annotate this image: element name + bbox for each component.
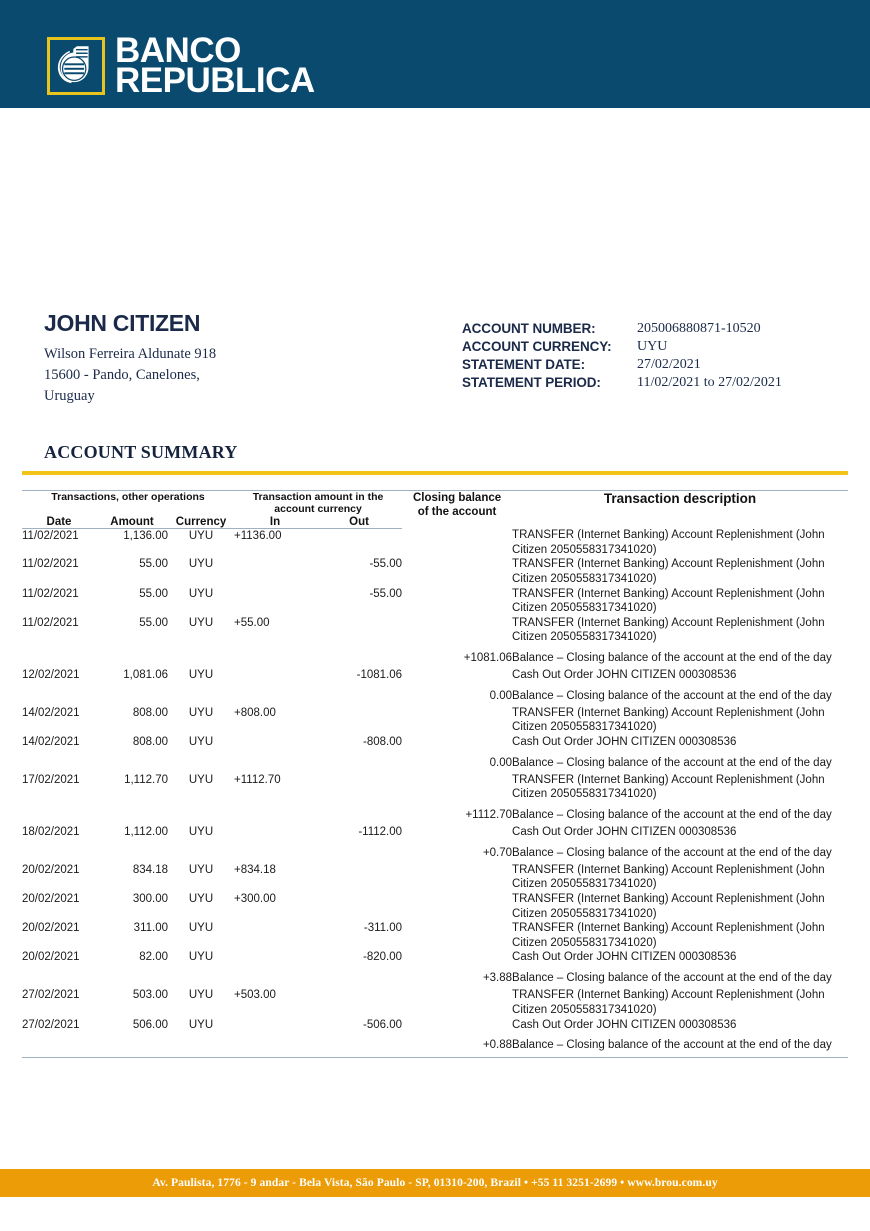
cell-description: Balance – Closing balance of the account at the end of the day [512,809,832,822]
cell-currency: UYU [188,529,214,542]
cell-balance [402,863,512,892]
table-row [22,950,848,965]
cell-date [22,645,96,668]
cell-in [234,587,316,616]
cell-in: +55.00 [234,616,270,629]
header-currency: Currency [168,516,234,529]
cell-out [316,802,402,825]
cell-out: -808.00 [363,736,403,748]
logo-line-republica: REPUBLICA [115,61,315,101]
cell-in [234,683,316,706]
cell-description: TRANSFER (Internet Banking) Account Replenishment (John Citizen 2050558317341020) [512,922,825,949]
cell-description: Balance – Closing balance of the account at the end of the day [512,652,832,664]
cell-description: Cash Out Order JOHN CITIZEN 000308536 [512,668,737,681]
cell-description: TRANSFER (Internet Banking) Account Replenishment (John Citizen 2050558317341020) [512,616,825,644]
cell-out [316,1032,402,1055]
cell-amount: 808.00 [132,706,168,719]
cell-out: -55.00 [369,558,403,571]
cell-balance: +1112.70 [465,809,513,822]
cell-amount: 82.00 [139,951,168,964]
cell-amount [96,1032,168,1055]
cell-amount: 808.00 [132,736,168,748]
cell-amount [96,645,168,668]
cell-out [316,645,402,668]
header-out: Out [316,516,402,529]
cell-balance: +0.88 [482,1039,513,1052]
cell-balance [402,706,512,735]
cell-date: 11/02/2021 [22,587,79,600]
cell-in: +300.00 [234,893,276,906]
cell-description: TRANSFER (Internet Banking) Account Replenishment (John Citizen 2050558317341020) [512,558,825,586]
header-group-transactions: Transactions, other operations [51,491,205,503]
cell-currency: UYU [188,1018,214,1031]
cell-balance [402,773,512,802]
cell-currency: UYU [188,863,214,876]
page-footer-bar [0,1169,870,1197]
table-row [22,921,848,950]
cell-amount: 300.00 [132,893,168,906]
statement-period-label: STATEMENT PERIOD: [462,375,601,390]
header-date: Date [22,516,96,529]
cell-date: 11/02/2021 [22,558,79,571]
address-line-1: Wilson Ferreira Aldunate 918 [44,346,217,362]
cell-out: -1081.06 [356,668,403,681]
cell-amount [96,750,168,773]
cell-date [22,802,96,825]
cell-description: TRANSFER (Internet Banking) Account Replenishment (John Citizen 2050558317341020) [512,587,825,615]
cell-description: Balance – Closing balance of the account at the end of the day [512,846,832,859]
cell-in [234,1032,316,1055]
cell-amount: 503.00 [132,989,168,1002]
cell-amount: 311.00 [133,922,168,935]
table-row [22,988,848,1017]
cell-description: Cash Out Order JOHN CITIZEN 000308536 [512,826,737,838]
cell-description: Cash Out Order JOHN CITIZEN 000308536 [512,1018,737,1031]
cell-date [22,750,96,773]
cell-currency [168,1032,234,1055]
cell-out: -820.00 [363,951,403,964]
cell-out [316,750,402,773]
cell-currency: UYU [188,922,214,935]
table-row [22,825,848,840]
table-row [22,557,848,586]
cell-in: +1112.70 [234,773,281,786]
cell-out [316,863,402,892]
cell-balance [402,892,512,921]
customer-block [44,310,444,407]
cell-amount [96,965,168,988]
cell-balance [402,587,512,616]
cell-date [22,965,96,988]
cell-amount: 55.00 [139,558,168,571]
footer-contact-text: Av. Paulista, 1776 - 9 andar - Bela Vista, São Paulo - SP, 01310-200, Brazil • +55 11 3251-2699 • www.brou.com.uy [152,1177,718,1189]
cell-amount: 1,112.00 [124,826,168,838]
cell-in [234,950,316,965]
cell-in [234,557,316,586]
cell-currency: UYU [188,826,214,838]
cell-currency: UYU [188,616,214,629]
cell-currency [168,750,234,773]
banco-republica-emblem-icon [47,37,105,95]
customer-address [44,344,444,407]
table-row [22,668,848,683]
statement-date-label: STATEMENT DATE: [462,357,585,372]
cell-currency: UYU [188,706,214,719]
cell-date: 18/02/2021 [22,826,80,838]
cell-balance: +3.88 [482,972,513,985]
balance-row [22,683,848,706]
cell-out [316,892,402,921]
cell-currency [168,965,234,988]
header-closing-balance-line1: Closing balance [412,492,502,504]
table-header-group-row [22,491,848,516]
yellow-divider [22,471,848,475]
cell-balance: 0.00 [489,756,513,769]
statement-date-value: 27/02/2021 [637,357,701,372]
header-closing-balance-line2: of the account [417,506,497,519]
cell-in [234,750,316,773]
cell-currency: UYU [188,736,214,748]
cell-currency: UYU [188,951,214,964]
cell-in: +808.00 [234,706,276,719]
cell-description: Balance – Closing balance of the account at the end of the day [512,1039,832,1052]
cell-description: TRANSFER (Internet Banking) Account Replenishment (John Citizen 2050558317341020) [512,893,825,920]
cell-currency [168,840,234,863]
statement-table-head [22,491,848,528]
cell-out [316,683,402,706]
table-row [22,706,848,735]
cell-description: TRANSFER (Internet Banking) Account Replenishment (John Citizen 2050558317341020) [512,773,825,801]
header-closing-balance [402,491,512,528]
table-bottom-rule [22,1057,848,1058]
table-row [22,616,848,645]
address-line-3: Uruguay [44,388,95,405]
cell-date: 14/02/2021 [22,736,80,748]
cell-out [316,965,402,988]
cell-currency: UYU [188,989,214,1002]
cell-in: +834.18 [234,863,276,876]
cell-date: 27/02/2021 [22,989,80,1002]
cell-out: -311.00 [363,922,403,935]
account-currency-label: ACCOUNT CURRENCY: [462,339,612,354]
statement-table [22,491,848,1055]
cell-description: TRANSFER (Internet Banking) Account Replenishment (John Citizen 2050558317341020) [512,989,825,1016]
balance-row [22,1032,848,1055]
cell-out [316,988,402,1017]
cell-description: Balance – Closing balance of the account at the end of the day [512,756,832,769]
cell-in [234,645,316,668]
cell-amount: 1,136.00 [123,529,168,542]
table-row [22,1018,848,1033]
cell-date: 12/02/2021 [22,668,80,681]
table-row [22,528,848,557]
balance-row [22,750,848,773]
cell-currency: UYU [188,587,214,600]
cell-out [316,773,402,802]
cell-amount: 834.18 [132,863,168,876]
cell-description: TRANSFER (Internet Banking) Account Replenishment (John Citizen 2050558317341020) [512,706,825,734]
balance-row [22,802,848,825]
cell-currency [168,683,234,706]
table-row [22,587,848,616]
cell-balance [402,735,512,750]
cell-amount: 55.00 [139,587,168,600]
cell-date: 27/02/2021 [22,1018,80,1031]
balance-row [22,645,848,668]
cell-currency: UYU [188,893,214,906]
cell-date [22,1032,96,1055]
cell-amount [96,683,168,706]
cell-in [234,1018,316,1033]
cell-date: 20/02/2021 [22,951,80,964]
cell-in: +503.00 [234,989,276,1002]
cell-out [316,528,402,557]
cell-amount [96,802,168,825]
cell-in [234,921,316,950]
bank-logo-wordmark [115,31,315,101]
cell-amount: 506.00 [132,1018,168,1031]
cell-out [316,616,402,645]
statement-table-body [22,528,848,1055]
statement-table-wrapper [22,491,848,1055]
cell-balance: +1081.06 [463,652,513,664]
statement-period-value: 11/02/2021 to 27/02/2021 [637,375,782,390]
balance-row [22,840,848,863]
cell-currency [168,802,234,825]
cell-out: -55.00 [369,587,403,600]
cell-amount: 1,081.06 [123,668,168,681]
table-row [22,863,848,892]
cell-in: +1136.00 [234,529,282,542]
table-row [22,892,848,921]
cell-date: 17/02/2021 [22,773,80,786]
logo-line-banco: BANCO [115,31,241,70]
cell-amount: 55.00 [139,616,168,629]
cell-in [234,840,316,863]
cell-date: 14/02/2021 [22,706,80,719]
cell-description: TRANSFER (Internet Banking) Account Replenishment (John Citizen 2050558317341020) [512,529,825,556]
cell-currency: UYU [188,668,214,681]
cell-in [234,965,316,988]
cell-description: Cash Out Order JOHN CITIZEN 000308536 [512,951,737,964]
cell-balance [402,988,512,1017]
cell-in [234,802,316,825]
cell-currency [168,645,234,668]
cell-date: 11/02/2021 [22,529,79,542]
table-row [22,735,848,750]
cell-balance: 0.00 [489,689,513,702]
customer-name: JOHN CITIZEN [44,310,201,336]
cell-date: 20/02/2021 [22,922,80,935]
balance-row [22,965,848,988]
cell-currency: UYU [188,558,214,571]
cell-date [22,840,96,863]
cell-date [22,683,96,706]
account-summary-title: ACCOUNT SUMMARY [44,442,238,462]
cell-balance [402,668,512,683]
cell-amount: 1,112.70 [124,773,168,786]
cell-description: TRANSFER (Internet Banking) Account Replenishment (John Citizen 2050558317341020) [512,863,825,891]
cell-description: Cash Out Order JOHN CITIZEN 000308536 [512,736,737,748]
cell-balance [402,557,512,586]
cell-date: 20/02/2021 [22,893,80,906]
cell-balance [402,921,512,950]
account-number-label: ACCOUNT NUMBER: [462,321,596,336]
cell-balance [402,1018,512,1033]
account-currency-value: UYU [637,339,668,354]
cell-out [316,840,402,863]
cell-out: -506.00 [363,1018,403,1031]
bank-logo [47,31,315,101]
cell-date: 11/02/2021 [22,616,79,629]
cell-balance [402,825,512,840]
cell-date: 20/02/2021 [22,863,80,876]
address-line-2: 15600 - Pando, Canelones, [44,367,200,384]
cell-currency: UYU [188,773,214,786]
cell-in [234,735,316,750]
cell-out [316,706,402,735]
header-transaction-description: Transaction description [603,491,757,506]
cell-balance [402,616,512,645]
header-in: In [234,516,316,529]
table-row [22,773,848,802]
account-details-block [462,321,782,391]
header-group-amount: Transaction amount in the account currency [252,491,384,516]
header-amount: Amount [96,516,168,529]
account-number-value: 205006880871-10520 [637,321,761,336]
cell-in [234,668,316,683]
cell-description: Balance – Closing balance of the account at the end of the day [512,972,832,985]
cell-in [234,825,316,840]
cell-out: -1112.00 [358,826,403,838]
cell-balance: +0.70 [482,846,513,859]
cell-balance [402,528,512,557]
cell-amount [96,840,168,863]
cell-balance [402,950,512,965]
cell-description: Balance – Closing balance of the account at the end of the day [512,689,832,702]
